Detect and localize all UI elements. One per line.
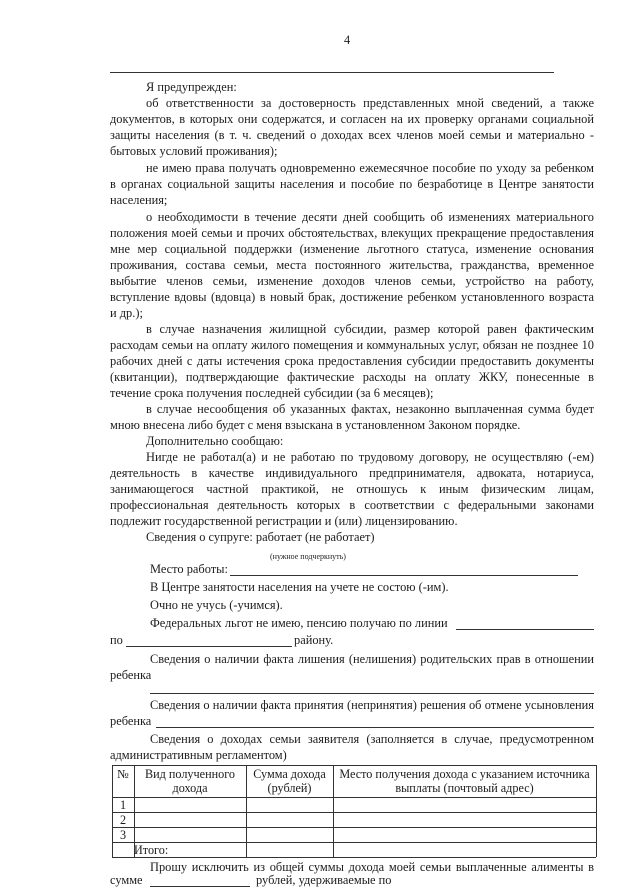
p5-line-2: мною внесена либо будет с меня взыскана в установленном Законом порядке. [110, 418, 521, 432]
alimony-line-1: Прошу исключить из общей суммы дохода моей семьи выплаченные алименты в [150, 860, 594, 874]
warning-intro: Я предупрежден: [146, 80, 237, 94]
p4-line-2: расходам семьи на оплату жилого помещения и коммунальных услуг, обязан не позднее 10 [110, 338, 594, 352]
table-row-num: 3 [119, 828, 127, 842]
th-source-2: выплаты (почтовый адрес) [395, 781, 534, 795]
district-label: району. [294, 633, 334, 647]
p4-line-3: рабочих дней с даты истечения срока предоставления субсидии предоставить документы [110, 354, 594, 368]
p1-line-4: бытовых условий проживания); [110, 144, 278, 158]
parental-rights-line-2: ребенка [110, 668, 152, 682]
p1-line-2: документов, в которых они содержатся, и согласен на их проверку органами социальной [110, 112, 594, 126]
by-label: по [110, 633, 123, 647]
th-source-1: Место получения дохода с указанием источника [339, 767, 590, 781]
th-num: № [117, 767, 129, 781]
p3-line-7: и др.); [110, 306, 143, 320]
workplace-label: Место работы: [150, 562, 228, 576]
p3-line-5: выбытие членов семьи, изменение доходов членов семьи, устройство на работу, [110, 274, 594, 288]
p3-line-6: вступление вдовы (вдовца) в новый брак, достижение ребенком установленного возраста [110, 290, 594, 304]
p3-line-1: о необходимости в течение десяти дней сообщить об изменениях материального [146, 210, 594, 224]
p5-line-1: в случае несообщения об указанных фактах, незаконно выплаченная сумма будет [146, 402, 594, 416]
underline-note: (нужное подчеркнуть) [270, 552, 346, 561]
p4-line-5: течение срока получения последней субсидии (за 6 месяцев); [110, 386, 434, 400]
additional-heading: Дополнительно сообщаю: [146, 434, 284, 448]
p3-line-4: проживания, состава семьи, места постоянного жительства, гражданства, временное [110, 258, 594, 272]
alimony-sum-label: сумме [110, 873, 143, 887]
p4-line-4: (квитанции), подтверждающие фактические расходы на оплату ЖКУ, понесенные в [110, 370, 594, 384]
p3-line-2: положения моей семьи и прочих обстоятельствах, влекущих прекращение предоставления [110, 226, 594, 240]
page-number: 4 [344, 33, 351, 47]
parental-rights-field[interactable] [150, 693, 594, 694]
p6-line-2: деятельность в качестве индивидуального предпринимателя, адвоката, нотариуса, [110, 466, 594, 480]
employment-center-line: В Центре занятости населения на учете не состою (-им). [150, 580, 449, 594]
th-type-2: дохода [172, 781, 208, 795]
p6-line-4: профессиональная деятельность которых в соответствии с федеральными законами [110, 498, 594, 512]
p1-line-1: об ответственности за достоверность представленных мной сведений, а также [146, 96, 594, 110]
alimony-line-2: рублей, удерживаемые по [256, 873, 392, 887]
p2-line-1: не имею права получать одновременно ежемесячное пособие по уходу за ребенком [146, 161, 594, 175]
th-amount-2: (рублей) [267, 781, 312, 795]
benefits-line: Федеральных льгот не имею, пенсию получаю по линии [150, 616, 448, 630]
parental-rights-line-1: Сведения о наличии факта лишения (нелишения) родительских прав в отношении [150, 652, 594, 666]
workplace-field[interactable] [230, 575, 578, 576]
pension-field[interactable] [456, 629, 594, 630]
p2-line-3: населения; [110, 193, 168, 207]
table-row-num: 2 [119, 813, 127, 827]
p3-line-3: мне мер социальной поддержки (изменение льготного статуса, изменение основания [110, 242, 594, 256]
top-rule [110, 72, 554, 73]
study-line: Очно не учусь (-учимся). [150, 598, 283, 612]
adoption-line-2: ребенка [110, 714, 152, 728]
income-info-line-2: административным регламентом) [110, 748, 287, 762]
spouse-label: Сведения о супруге: работает (не работает) [146, 530, 375, 544]
p6-line-5: подлежит государственной регистрации и (или) лицензированию. [110, 514, 458, 528]
p4-line-1: в случае назначения жилищной субсидии, размер которой равен фактическим [146, 322, 594, 336]
th-amount-1: Сумма дохода [253, 767, 326, 781]
th-type-1: Вид полученного [145, 767, 235, 781]
p1-line-3: защиты населения (в т. ч. сведений о доходах всех членов моей семьи и материально - [110, 128, 594, 142]
alimony-sum-field[interactable] [150, 886, 250, 887]
p2-line-2: в органах социальной защиты населения и пособие по безработице в Центре занятости [110, 177, 594, 191]
adoption-line-1: Сведения о наличии факта принятия (непринятия) решения об отмене усыновления [150, 698, 594, 712]
p6-line-1: Нигде не работал(а) и не работаю по трудовому договору, не осуществляю (-ем) [146, 450, 594, 464]
p6-line-3: занимающегося частной практикой, не отношусь к иным физическим лицам, [110, 482, 594, 496]
district-field[interactable] [126, 646, 292, 647]
table-total-label: Итого: [134, 843, 169, 857]
adoption-field[interactable] [156, 727, 594, 728]
table-row-num: 1 [119, 798, 127, 812]
income-info-line-1: Сведения о доходах семьи заявителя (заполняется в случае, предусмотренном [150, 732, 594, 746]
